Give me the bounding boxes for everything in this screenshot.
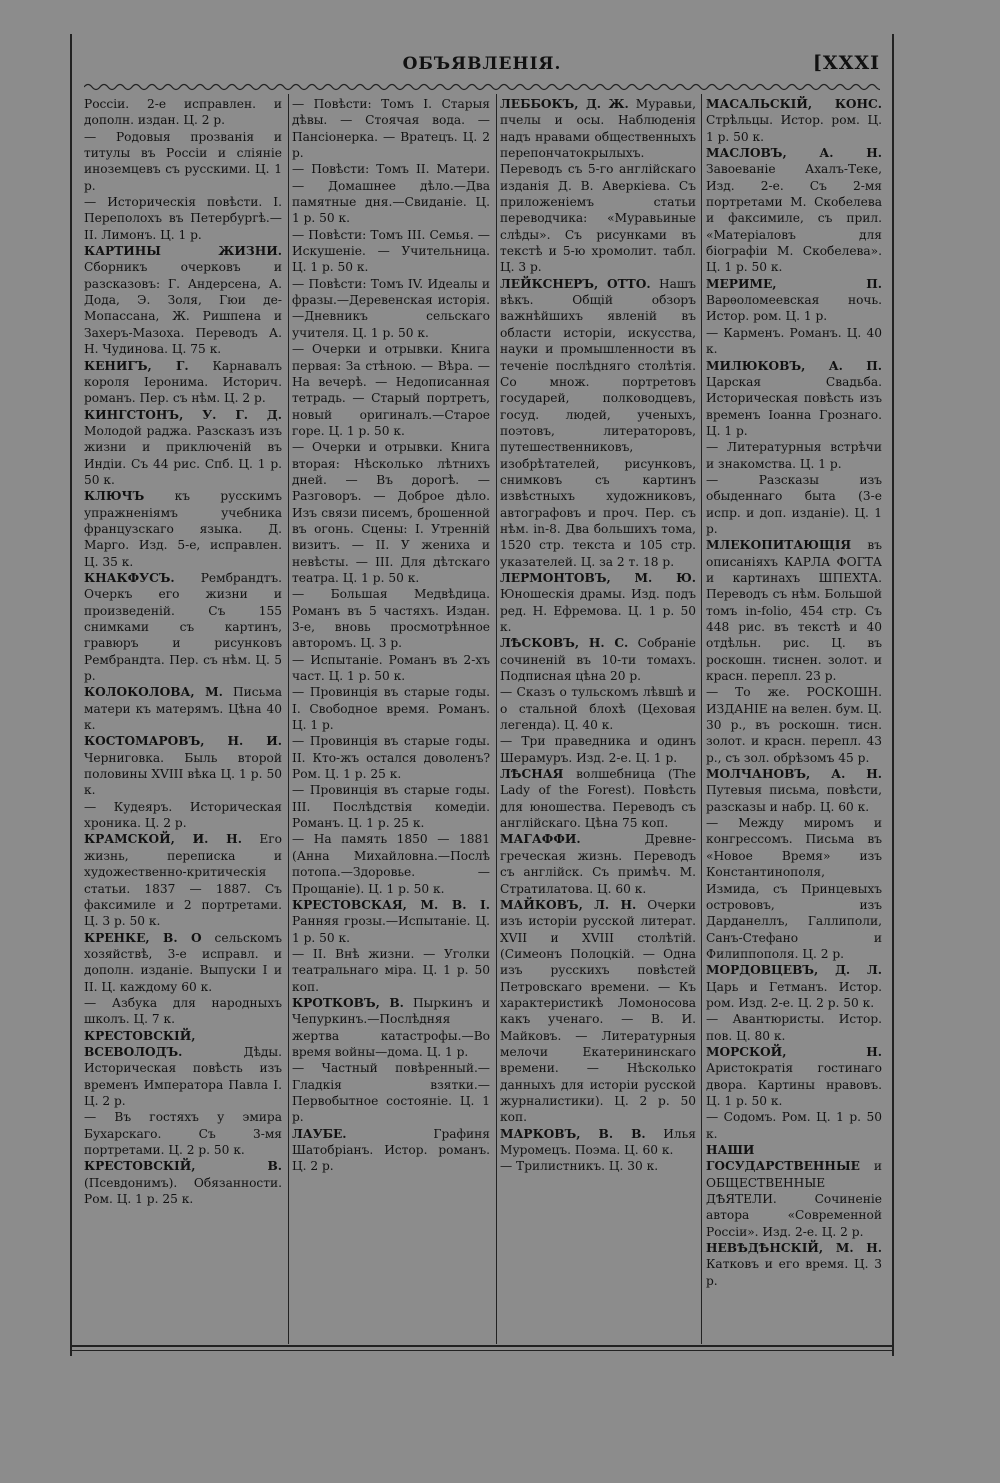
listing-entry: ЛАУБЕ. Графиня Шатобріанъ. Истор. романъ. Ц. 2 р. [292,1126,490,1174]
listing-entry: — II. Внѣ жизни. — Уголки театральнаго міра. Ц. 1 р. 50 коп. [292,946,490,994]
listing-entry: ЛЕРМОНТОВЪ, М. Ю. Юношескія драмы. Изд. подъ ред. Н. Ефремова. Ц. 1 р. 50 к. [500,570,696,634]
listing-entry: МЕРИМЕ, П. Варѳоломеевская ночь. Истор. ром. Ц. 1 р. [706,276,882,324]
bottom-rule [70,1345,892,1347]
column-rule [288,94,289,1344]
listing-entry: МАРКОВЪ, В. В. Илья Муромецъ. Поэма. Ц. 60 к. [500,1126,696,1157]
listing-entry: КРАМСКОЙ, И. Н. Его жизнь, переписка и художественно-критическія статьи. 1837 — 1887. Съ факсимиле и 2 портретами. Ц. 3 р. 50 к. [84,832,282,929]
listing-entry: ЛЕЙКСНЕРЪ, ОТТО. Нашъ вѣкъ. Общій обзоръ важнѣйшихъ явленій въ области исторіи, искусства, науки и промышленности въ теченіе послѣдняго столѣтія. Со множ. портретовъ государей, полководцевъ, госуд. людей, ученыхъ, поэтовъ, литераторовъ, путешественниковъ, изобрѣтателей, рисунковъ, снимковъ съ картинъ извѣстныхъ художниковъ, автографовъ и проч. Пер. съ нѣм. in-8. Два большихъ тома, 1520 стр. текста и 105 стр. указателей. Ц. за 2 т. 18 р. [500,276,696,569]
listing-entry: — Испытаніе. Романъ въ 2-хъ част. Ц. 1 р. 50 к. [292,652,490,684]
listing-entry: КОСТОМАРОВЪ, Н. И. Черниговка. Быль второй половины XVIII вѣка Ц. 1 р. 50 к. [84,734,282,798]
listing-entry: — Между миромъ и конгрессомъ. Письма въ «Новое Время» изъ Константинополя, Измида, съ Принцевыхъ острововъ, изъ Дарданеллъ, Галлиполи, Санъ-Стефано и Филиппополя. Ц. 2 р. [706,816,882,961]
listing-entry: — Повѣсти: Томъ III. Семья. — Искушеніе. — Учительница. Ц. 1 р. 50 к. [292,227,490,275]
listing-entry: Россіи. 2-е исправлен. и дополн. издан. Ц. 2 р. [84,97,282,128]
listing-entry: КРЕСТОВСКІЙ, В. (Псевдонимъ). Обязанности. Ром. Ц. 1 р. 25 к. [84,1159,282,1207]
listing-entry: — Авантюристы. Истор. пов. Ц. 80 к. [706,1012,882,1043]
listing-entry: — Повѣсти: Томъ IV. Идеалы и фразы.—Деревенская исторія.—Дневникъ сельскаго учителя. Ц. 1 р. 50 к. [292,276,490,340]
listing-entry: МИЛЮКОВЪ, А. П. Царская Свадьба. Историческая повѣсть изъ временъ Іоанна Грознаго. Ц. 1 р. [706,358,882,438]
listing-entry: КЕНИГЪ, Г. Карнавалъ короля Іеронима. Историч. романъ. Пер. съ нѣм. Ц. 2 р. [84,358,282,406]
listing-entry: — Сказъ о тульскомъ лѣвшѣ и о стальной блохѣ (Цеховая легенда). Ц. 40 к. [500,685,696,733]
listing-entry: — Литературныя встрѣчи и знакомства. Ц. 1 р. [706,440,882,471]
header-wavy-rule [84,80,880,94]
listing-entry: МОРСКОЙ, Н. Аристократія гостинаго двора. Картины нравовъ. Ц. 1 р. 50 к. [706,1044,882,1108]
listing-entry: КРЕСТОВСКАЯ, М. В. I. Ранняя грозы.—Испытаніе. Ц. 1 р. 50 к. [292,897,490,945]
listing-entry: МАГАФФИ. Древне-греческая жизнь. Переводъ съ англійск. Съ примѣч. М. Стратилатова. Ц. 60 к. [500,832,696,896]
listing-entry: НАШИ ГОСУДАРСТВЕННЫЕ и ОБЩЕСТВЕННЫЕ ДѢЯТЕЛИ. Сочиненіе автора «Современной Россіи». Изд. 2-е. Ц. 2 р. [706,1143,882,1239]
bottom-rule-thin [70,1350,892,1351]
listing-entry: КРЕНКЕ, В. О сельскомъ хозяйствѣ, 3-е исправл. и дополн. изданіе. Выпуски I и II. Ц. каждому 60 к. [84,930,282,994]
listing-entry: МАСАЛЬСКІЙ, КОНС. Стрѣльцы. Истор. ром. Ц. 1 р. 50 к. [706,97,882,144]
page-number: [XXXI [812,52,880,74]
listing-entry: НЕВѢДѢНСКІЙ, М. Н. Катковъ и его время. Ц. 3 р. [706,1241,882,1288]
listing-entry: — Въ гостяхъ у эмира Бухарскаго. Съ 3-мя портретами. Ц. 2 р. 50 к. [84,1110,282,1157]
listing-entry: — Очерки и отрывки. Книга вторая: Нѣсколько лѣтнихъ дней. — Въ дорогѣ. — Разговоръ. — Доброе дѣло. Изъ связи писемъ, брошенной въ огонь. Сцены: I. Утренній визитъ. — II. У жениха и невѣсты. — III. Для дѣтскаго театра. Ц. 1 р. 50 к. [292,440,490,585]
column-rule [496,94,497,1344]
listing-entry: — Содомъ. Ром. Ц. 1 р. 50 к. [706,1110,882,1141]
page-header [84,50,880,80]
listing-entry: — На память 1850 — 1881 (Анна Михайловна.—Послѣ потопа.—Здоровье. — Прощаніе). Ц. 1 р. 50 к. [292,832,490,896]
listing-entry: КРОТКОВЪ, В. Пыркинъ и Чепуркинъ.—Послѣдняя жертва катастрофы.—Во время войны—дома. Ц. 1 р. [292,995,490,1059]
column-4 [706,96,882,1336]
listing-entry: МАЙКОВЪ, Л. Н. Очерки изъ исторіи русской литерат. XVII и XVIII столѣтій. (Симеонъ Полоцкій. — Одна изъ русскихъ повѣстей Петровскаго времени. — Къ характеристикѣ Ломоносова какъ ученаго. — В. И. Майковъ. — Литературныя мелочи Екатерининскаго времени. — Нѣсколько данныхъ для исторіи русской журналистики). Ц. 2 р. 50 коп. [500,897,696,1125]
listing-entry: — То же. РОСКОШН. ИЗДАНІЕ на велен. бум. Ц. 30 р., въ роскошн. тисн. золот. и красн. перепл. 43 р., съ зол. обрѣзомъ 45 р. [706,685,882,765]
listing-entry: МЛЕКОПИТАЮЩІЯ въ описаніяхъ КАРЛА ФОГТА и картинахъ ШПЕХТА. Переводъ съ нѣм. Большой томъ in-folio, 454 стр. Съ 448 рис. въ текстѣ и 40 отдѣльн. рис. Ц. въ роскошн. тиснен. золот. и красн. перепл. 23 р. [706,538,882,684]
column-3 [500,96,696,1336]
listing-entry: ЛѢСКОВЪ, Н. С. Собраніе сочиненій въ 10-ти томахъ. Подписная цѣна 20 р. [500,636,696,684]
listing-entry: КАРТИНЫ ЖИЗНИ. Сборникъ очерковъ и разсказовъ: Г. Андерсена, А. Дода, Э. Золя, Гюи де-Мопассана, Ж. Ришпена и Захеръ-Мазоха. Переводъ А. Н. Чудинова. Ц. 75 к. [84,244,282,357]
page-title: ОБЪЯВЛЕНІЯ. [402,54,562,74]
listing-entry: — Повѣсти: Томъ I. Старыя дѣвы. — Стоячая вода. — Пансіонерка. — Вратецъ. Ц. 2 р. [292,97,490,161]
listing-entry: КИНГСТОНЪ, У. Г. Д. Молодой раджа. Разсказъ изъ жизни и приключеній въ Индіи. Съ 44 рис. Спб. Ц. 1 р. 50 к. [84,407,282,487]
listing-entry: — Провинція въ старые годы. III. Послѣдствія комедіи. Романъ. Ц. 1 р. 25 к. [292,783,490,831]
listing-entry: — Частный повѣренный.—Гладкія взятки.—Первобытное состояніе. Ц. 1 р. [292,1061,490,1125]
column-2 [292,96,490,1336]
listing-entry: — Очерки и отрывки. Книга первая: За стѣною. — Вѣра. — На вечерѣ. — Недописанная тетрадь. — Старый портретъ, новый оригиналъ.—Старое горе. Ц. 1 р. 50 к. [292,342,490,438]
listing-entry: КЛЮЧЪ къ русскимъ упражненіямъ учебника французскаго языка. Д. Марго. Изд. 5-е, исправлен. Ц. 35 к. [84,489,282,569]
listing-entry: — Разсказы изъ обыденнаго быта (3-е испр. и доп. изданіе). Ц. 1 р. [706,472,882,536]
listing-entry: — Три праведника и одинъ Шерамуръ. Изд. 2-е. Ц. 1 р. [500,734,696,765]
listing-entry: — Карменъ. Романъ. Ц. 40 к. [706,325,882,357]
listing-entry: КРЕСТОВСКІЙ, ВСЕВОЛОДЪ. Дѣды. Историческая повѣсть изъ временъ Императора Павла I. Ц. 2 р. [84,1028,282,1108]
listing-entry: — Большая Медвѣдица. Романъ въ 5 частяхъ. Издан. 3-е, вновь просмотрѣнное авторомъ. Ц. 3 р. [292,587,490,651]
listing-entry: — Родовыя прозванія и титулы въ Россіи и сліяніе иноземцевъ съ русскими. Ц. 1 р. [84,129,282,193]
listing-entry: МАСЛОВЪ, А. Н. Завоеваніе Ахалъ-Теке, Изд. 2-е. Съ 2-мя портретами М. Скобелева и факсимиле, съ прил. «Матеріаловъ для біографіи М. Скобелева». Ц. 1 р. 50 к. [706,146,882,275]
listing-entry: — Кудеяръ. Историческая хроника. Ц. 2 р. [84,799,282,831]
listing-entry: — Провинція въ старые годы. II. Кто-жъ остался доволенъ? Ром. Ц. 1 р. 25 к. [292,734,490,782]
listing-entry: — Провинція въ старые годы. I. Свободное время. Романъ. Ц. 1 р. [292,685,490,733]
listing-entry: ЛѢСНАЯ волшебница (The Lady of the Forest). Повѣсть для юношества. Переводъ съ англійскаго. Цѣна 75 коп. [500,767,696,831]
listing-entry: — Повѣсти: Томъ II. Матери. — Домашнее дѣло.—Два памятные дня.—Свиданіе. Ц. 1 р. 50 к. [292,162,490,226]
column-1 [84,96,282,1336]
listing-entry: — Трилистникъ. Ц. 30 к. [500,1159,659,1174]
column-rule [701,94,702,1344]
listing-entry: МОРДОВЦЕВЪ, Д. Л. Царь и Гетманъ. Истор. ром. Изд. 2-е. Ц. 2 р. 50 к. [706,963,882,1010]
listing-entry: ЛЕББОКЪ, Д. Ж. Муравьи, пчелы и осы. Наблюденія надъ нравами общественныхъ перепончатокрылыхъ. Переводъ съ 5-го англійскаго изданія Д. В. Аверкіева. Съ приложеніемъ статьи переводчика: «Муравьиные слѣды». Съ рисунками въ текстѣ и 5-ю хромолит. табл. Ц. 3 р. [500,97,696,275]
listing-entry: КНАКФУСЪ. Рембрандтъ. Очеркъ его жизни и произведеній. Съ 155 снимками съ картинъ, гравюръ и рисунковъ Рембрандта. Пер. съ нѣм. Ц. 5 р. [84,570,282,684]
listing-entry: КОЛОКОЛОВА, М. Письма матери къ матерямъ. Цѣна 40 к. [84,685,282,733]
listing-entry: МОЛЧАНОВЪ, А. Н. Путевыя письма, повѣсти, разсказы и набр. Ц. 60 к. [706,767,882,814]
listing-entry: — Азбука для народныхъ школъ. Ц. 7 к. [84,995,282,1027]
listing-entry: — Историческія повѣсти. I. Переполохъ въ Петербургѣ.—II. Лимонъ. Ц. 1 р. [84,195,282,242]
